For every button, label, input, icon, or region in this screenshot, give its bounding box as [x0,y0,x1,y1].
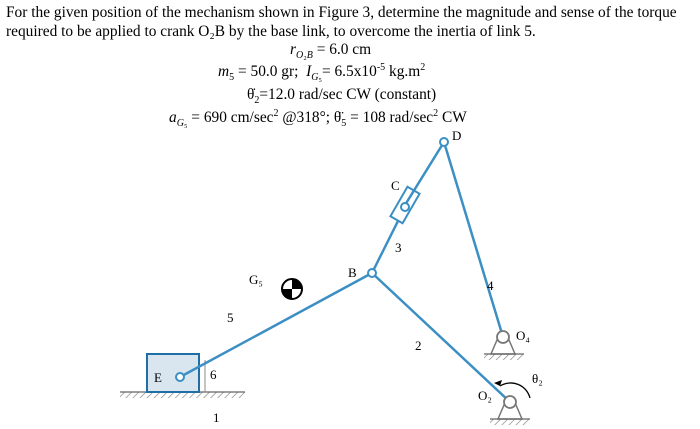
label-o4: O₄ [516,328,530,343]
label-g5: G₅ [249,272,263,287]
label-link2: 2 [415,338,422,353]
label-link6: 6 [210,367,217,382]
pin-d [440,138,448,146]
label-b: B [348,265,357,280]
radius-equation: $r_{O_2B} = 6.0$ cm [290,41,372,62]
pin-c [401,203,409,211]
label-e: E [154,370,162,385]
problem-statement: For the given position of the mechanism shown in Figure 3, determine the magnitude and sense of the torque required to be applied to crank O₂B by the base link, to overcome the inertia of link 5. [6,4,677,40]
label-c: C [391,178,400,193]
acceleration-equation: $a_{G_5} = 690$ $cm/\sec^2$ @318°; $\thetä_5 = 108$ rad/$\sec^2$ CW [169,108,467,130]
label-theta2: θ₂ [532,371,543,386]
o2-ground-pivot [490,380,530,425]
angular-velocity-equation: $\thetȧ_2=12.0$ rad/sec CW (constant) [247,86,437,107]
link-d-c [405,142,444,205]
label-link4: 4 [487,278,494,293]
pin-b [368,269,376,277]
link-5 [180,273,372,377]
label-link1: 1 [213,410,220,425]
g5-center-marker [282,279,302,299]
link-4 [444,142,503,337]
pin-e [176,373,184,381]
label-d: D [452,128,462,143]
label-link5: 5 [227,310,234,325]
label-o2: O₂ [478,388,492,403]
label-link3: 3 [395,240,402,255]
mass-inertia-equation: $m_5 = 50.0$ gr; $I_{G_5}= 6.5x10^{-5}$ $kg.m^2$ [218,62,426,84]
